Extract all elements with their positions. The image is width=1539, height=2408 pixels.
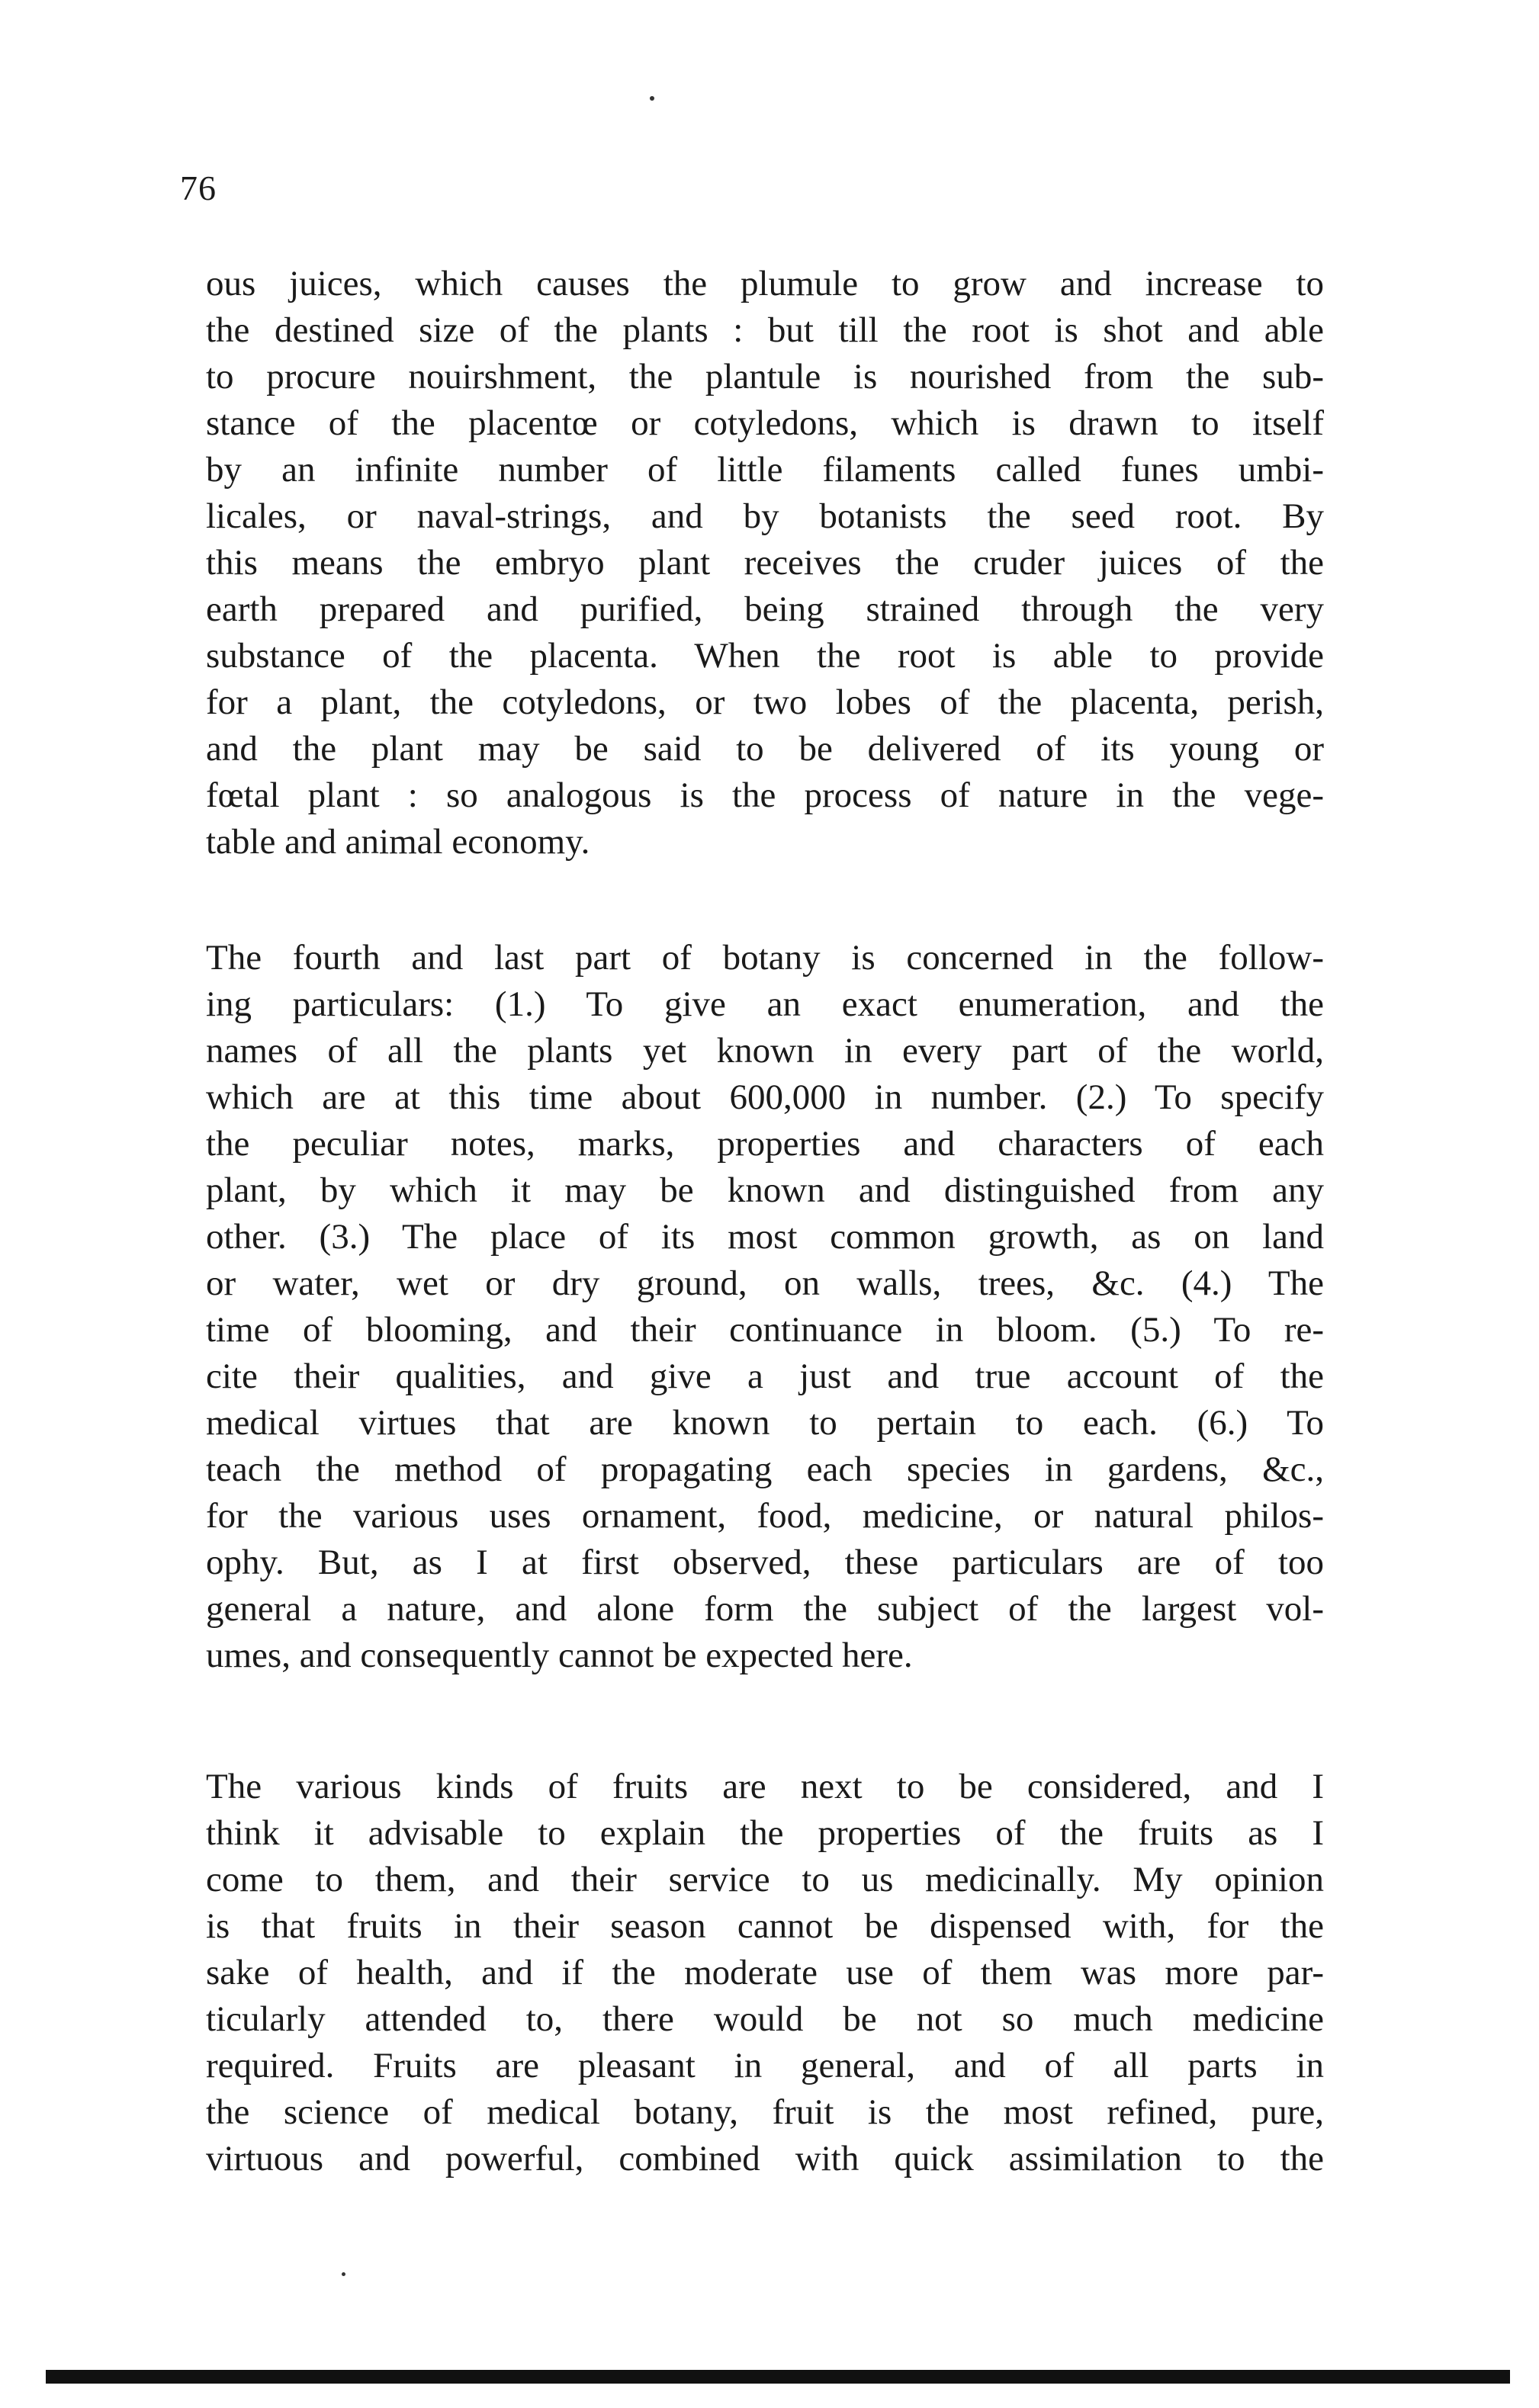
text-line: licales, or naval-strings, and by botanists the seed root. By: [206, 496, 1324, 536]
text-line: for the various uses ornament, food, medicine, or natural philos-: [206, 1496, 1324, 1536]
bottom-rule: [46, 2370, 1510, 2384]
text-line: medical virtues that are known to pertain to each. (6.) To: [206, 1403, 1324, 1443]
text-line: sake of health, and if the moderate use of them was more par-: [206, 1953, 1324, 1992]
text-line: teach the method of propagating each species in gardens, &c.,: [206, 1450, 1324, 1489]
ink-speck: [650, 96, 654, 101]
text-line: virtuous and powerful, combined with quick assimilation to the: [206, 2139, 1324, 2178]
text-line: required. Fruits are pleasant in general, and of all parts in: [206, 2046, 1324, 2085]
page-number: 76: [180, 169, 217, 207]
text-line: general a nature, and alone form the subject of the largest vol-: [206, 1589, 1324, 1629]
ink-speck: [342, 2272, 345, 2276]
text-line: stance of the placentœ or cotyledons, which is drawn to itself: [206, 403, 1324, 443]
text-line: think it advisable to explain the properties of the fruits as I: [206, 1813, 1324, 1853]
text-line: which are at this time about 600,000 in number. (2.) To specify: [206, 1077, 1324, 1117]
text-line: by an infinite number of little filaments called funes umbi-: [206, 450, 1324, 490]
text-line: the science of medical botany, fruit is the most refined, pure,: [206, 2092, 1324, 2132]
text-line: substance of the placenta. When the root is able to provide: [206, 636, 1324, 676]
text-line: for a plant, the cotyledons, or two lobes of the placenta, perish,: [206, 682, 1324, 722]
text-line: time of blooming, and their continuance in bloom. (5.) To re-: [206, 1310, 1324, 1350]
text-line: The various kinds of fruits are next to be considered, and I: [206, 1767, 1324, 1806]
text-line: umes, and consequently cannot be expected here.: [206, 1636, 913, 1675]
text-line: ophy. But, as I at first observed, these particulars are of too: [206, 1543, 1324, 1582]
text-line: the destined size of the plants : but till the root is shot and able: [206, 310, 1324, 350]
text-line: is that fruits in their season cannot be dispensed with, for the: [206, 1906, 1324, 1946]
text-line: names of all the plants yet known in every part of the world,: [206, 1031, 1324, 1071]
text-line: ous juices, which causes the plumule to grow and increase to: [206, 264, 1324, 303]
text-line: to procure nouirshment, the plantule is nourished from the sub-: [206, 357, 1324, 397]
text-line: this means the embryo plant receives the cruder juices of the: [206, 543, 1324, 583]
text-line: cite their qualities, and give a just and true account of the: [206, 1357, 1324, 1396]
text-line: table and animal economy.: [206, 822, 590, 862]
text-line: The fourth and last part of botany is concerned in the follow-: [206, 938, 1324, 978]
text-line: plant, by which it may be known and distinguished from any: [206, 1170, 1324, 1210]
text-line: come to them, and their service to us medicinally. My opinion: [206, 1860, 1324, 1899]
text-line: ticularly attended to, there would be not so much medicine: [206, 1999, 1324, 2039]
text-line: fœtal plant : so analogous is the process of nature in the vege-: [206, 775, 1324, 815]
text-line: or water, wet or dry ground, on walls, trees, &c. (4.) The: [206, 1263, 1324, 1303]
paragraph-1: [206, 261, 1324, 865]
text-line: earth prepared and purified, being strained through the very: [206, 589, 1324, 629]
paragraph-3: [206, 1764, 1324, 2182]
text-line: and the plant may be said to be delivered of its young or: [206, 729, 1324, 769]
text-line: ing particulars: (1.) To give an exact enumeration, and the: [206, 984, 1324, 1024]
paragraph-2: [206, 935, 1324, 1679]
text-line: other. (3.) The place of its most common growth, as on land: [206, 1217, 1324, 1257]
text-line: the peculiar notes, marks, properties and characters of each: [206, 1124, 1324, 1164]
